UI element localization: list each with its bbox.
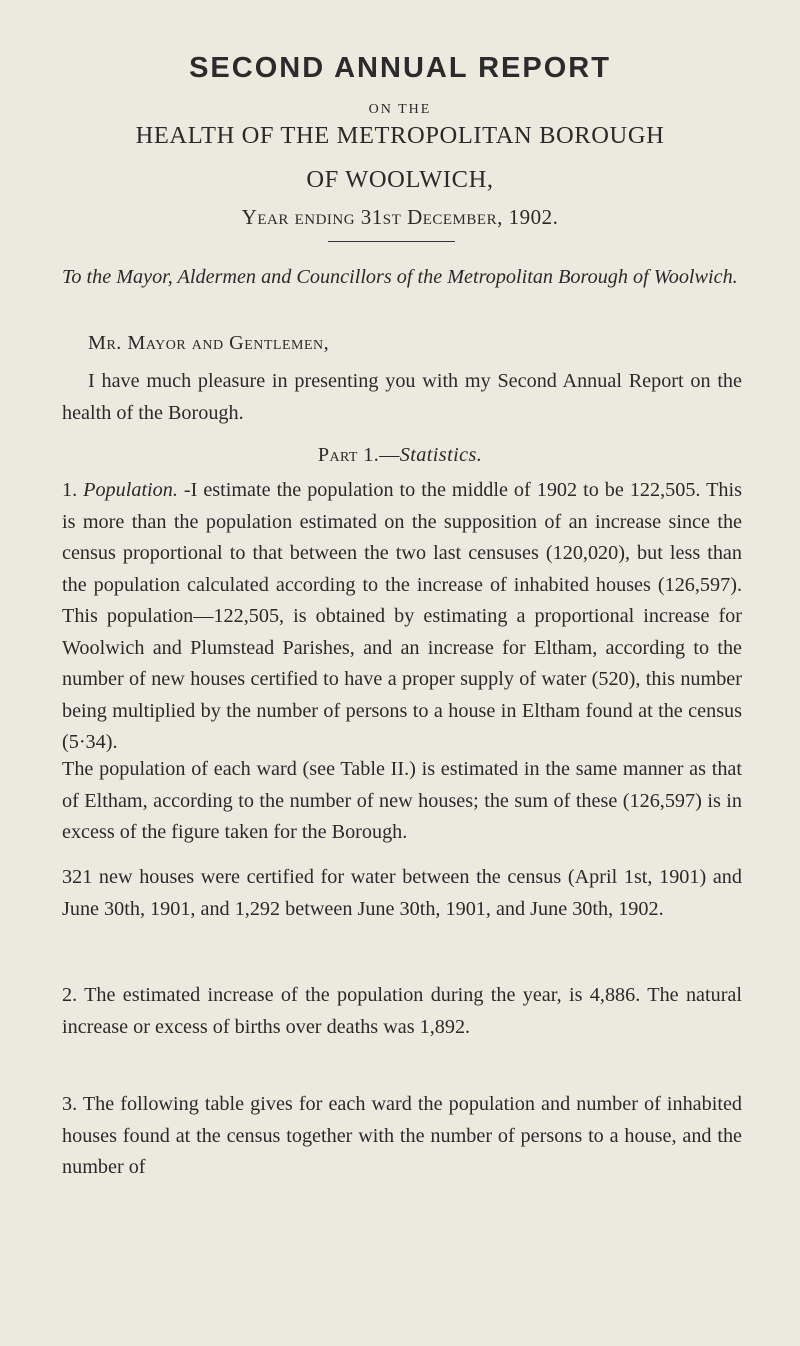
report-year: Year ending 31st December, 1902. <box>241 205 559 229</box>
section-1-text: -I estimate the population to the middle of 1902 to be 122,505. This is more than the population estimated on the supposition of an increase since the census proportional to that between the two last censuses (120,020), but less than the population calculated according to the increase of inhabited houses (126,597). This population—122,505, is obtained by estimating a proportional increase for Woolwich and Plumstead Parishes, and an increase for Eltham, according to the number of new houses certified to have a proper supply of water (520), this number being multiplied by the number of persons to a house in Eltham found at the census (5·34). <box>62 479 742 753</box>
title-divider <box>328 241 455 242</box>
letter-address: To the Mayor, Aldermen and Councillors of the Metropolitan Borough of Woolwich. <box>62 266 738 288</box>
population-paragraph <box>62 475 742 759</box>
report-subtitle-on-the: ON THE <box>368 102 432 117</box>
section-1-number: 1. <box>62 479 78 501</box>
part-heading <box>0 444 800 467</box>
part-title: Statistics. <box>399 444 483 466</box>
report-subject-line2: OF WOOLWICH, <box>306 166 494 193</box>
section-2-paragraph: 2. The estimated increase of the population during the year, is 4,886. The natural increase or excess of births over deaths was 1,892. <box>62 984 742 1038</box>
ward-estimate-paragraph: The population of each ward (see Table II.) is estimated in the same manner as that of Eltham, according to the number of new houses; the sum of these (126,597) is in excess of the figure taken for the Borough. <box>62 758 742 843</box>
section-3-paragraph: 3. The following table gives for each ward the population and number of inhabited houses found at the census together with the number of persons to a house, and the number of <box>62 1093 742 1178</box>
letter-intro-paragraph: I have much pleasure in presenting you with my Second Annual Report on the health of the Borough. <box>62 370 742 424</box>
part-dash: — <box>379 444 400 466</box>
letter-salutation: Mr. Mayor and Gentlemen, <box>88 332 330 354</box>
new-houses-paragraph: 321 new houses were certified for water between the census (April 1st, 1901) and June 30th, 1901, and 1,292 between June 30th, 1901, and June 30th, 1902. <box>62 866 742 920</box>
part-label: Part 1. <box>317 444 380 466</box>
report-title: SECOND ANNUAL REPORT <box>189 52 611 84</box>
section-1-heading: Population. <box>83 479 178 501</box>
report-subject-line1: HEALTH OF THE METROPOLITAN BOROUGH <box>135 122 665 149</box>
